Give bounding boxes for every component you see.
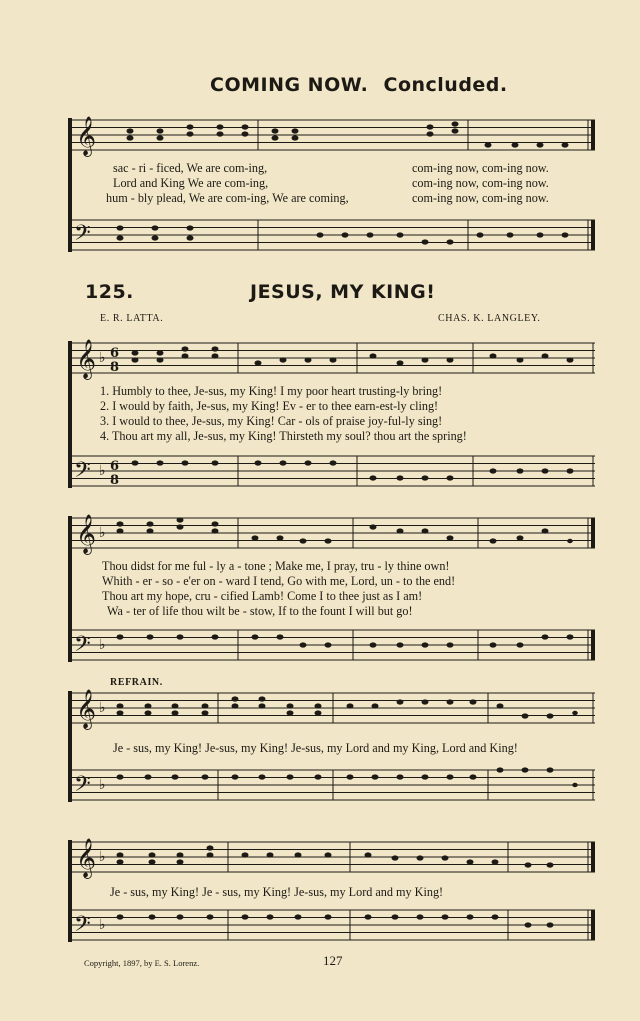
composer: CHAS. K. LANGLEY. [438,313,541,324]
copyright: Copyright, 1897, by E. S. Lorenz. [84,958,200,968]
top-lyric-1-left: sac - ri - ficed, We are com-ing, [113,161,268,175]
svg-text:♭: ♭ [99,917,106,933]
svg-text:𝄢: 𝄢 [74,772,91,802]
svg-text:8: 8 [110,473,120,488]
svg-text:♭: ♭ [99,350,106,366]
svg-text:6: 6 [110,459,120,474]
title-text: COMING NOW. [210,74,369,96]
system4-bass [68,910,595,940]
lyricist: E. R. LATTA. [100,313,164,324]
system2-treble [68,518,595,548]
svg-text:𝄢: 𝄢 [74,221,91,251]
svg-text:♭: ♭ [99,849,106,865]
svg-text:𝄢: 𝄢 [74,912,91,942]
hymn-title: JESUS, MY KING! [250,281,436,303]
refrain-line-1: Je - sus, my King! Je-sus, my King! Je-sus, my Lord and my King, Lord and King! [113,741,518,755]
svg-text:𝄞: 𝄞 [76,514,97,554]
svg-text:𝄞: 𝄞 [76,689,97,729]
verse2-line-1: Thou didst for me ful - ly a - tone ; Make me, I pray, tru - ly thine own! [102,559,450,573]
hymn-number: 125. [85,281,134,303]
page-number: 127 [323,953,343,968]
verse-line-3: 3. I would to thee, Je-sus, my King! Car - ols of praise joy-ful-ly sing! [100,414,443,428]
subtitle-text: Concluded. [383,74,508,96]
refrain-line-2: Je - sus, my King! Je - sus, my King! Je-sus, my Lord and my King! [110,885,444,899]
svg-text:♭: ♭ [99,463,106,479]
svg-text:𝄢: 𝄢 [74,458,91,488]
top-bass-staff [68,220,595,250]
top-lyric-3-right: com-ing now, com-ing now. [412,191,549,205]
verse-line-1: 1. Humbly to thee, Je-sus, my King! I my poor heart trusting-ly bring! [100,384,443,398]
top-lyric-2-right: com-ing now, com-ing now. [412,176,549,190]
svg-text:𝄞: 𝄞 [76,339,97,379]
top-lyric-2-left: Lord and King We are com-ing, [113,176,269,190]
refrain-label: REFRAIN. [110,677,163,688]
svg-text:♭: ♭ [99,700,106,716]
svg-text:6: 6 [110,346,120,361]
verse2-line-4: Wa - ter of life thou wilt be - stow, If to the fount I will but go! [107,604,413,618]
top-lyric-3-left: hum - bly plead, We are com-ing, We are coming, [106,191,349,205]
svg-text:8: 8 [110,360,120,375]
verse2-line-3: Thou art my hope, cru - cified Lamb! Come I to thee just as I am! [102,589,423,603]
verse-line-2: 2. I would by faith, Je-sus, my King! Ev - er to thee earn-est-ly cling! [100,399,439,413]
svg-text:♭: ♭ [99,777,106,793]
system1-bass [68,456,595,486]
top-lyric-1-right: com-ing now, com-ing now. [412,161,549,175]
svg-text:𝄞: 𝄞 [76,116,97,156]
svg-text:𝄞: 𝄞 [76,838,97,878]
svg-text:♭: ♭ [99,525,106,541]
svg-text:♭: ♭ [99,637,106,653]
verse2-line-2: Whith - er - so - e'er on - ward I tend, Go with me, Lord, un - to the end! [102,574,456,588]
svg-text:𝄢: 𝄢 [74,632,91,662]
system4-treble [68,842,595,872]
verse-line-4: 4. Thou art my all, Je-sus, my King! Thirsteth my soul? thou art the spring! [100,429,467,443]
